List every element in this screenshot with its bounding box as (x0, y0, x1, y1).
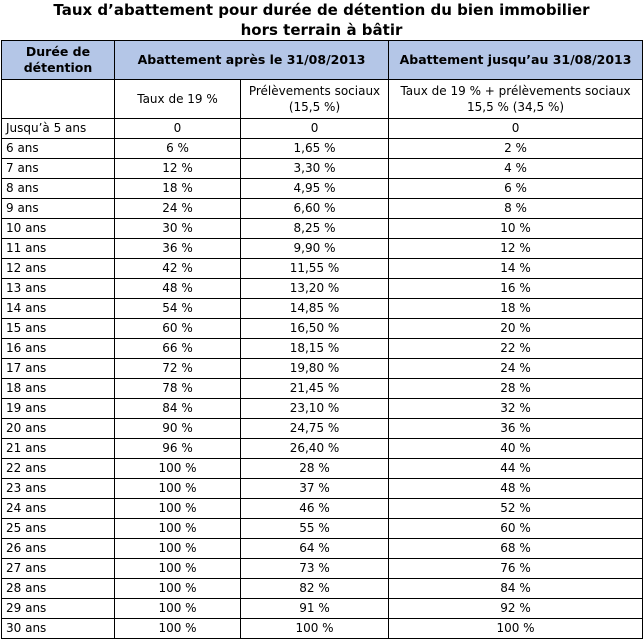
duration-cell: 19 ans (2, 399, 115, 419)
duration-cell: 15 ans (2, 319, 115, 339)
rate19-cell: 60 % (115, 319, 241, 339)
duration-cell: 20 ans (2, 419, 115, 439)
combined-cell: 10 % (389, 219, 643, 239)
social-cell: 28 % (241, 459, 389, 479)
table-row (2, 479, 643, 499)
combined-cell: 22 % (389, 339, 643, 359)
combined-cell: 24 % (389, 359, 643, 379)
duration-cell: 27 ans (2, 559, 115, 579)
social-cell: 19,80 % (241, 359, 389, 379)
combined-cell: 40 % (389, 439, 643, 459)
combined-cell: 48 % (389, 479, 643, 499)
social-cell: 1,65 % (241, 139, 389, 159)
duration-cell: 6 ans (2, 139, 115, 159)
social-cell: 82 % (241, 579, 389, 599)
rate19-cell: 100 % (115, 479, 241, 499)
table-row (2, 219, 643, 239)
social-cell: 4,95 % (241, 179, 389, 199)
subheader-row (2, 80, 643, 119)
duration-cell: 21 ans (2, 439, 115, 459)
rate19-cell: 96 % (115, 439, 241, 459)
rate19-cell: 100 % (115, 539, 241, 559)
combined-cell: 28 % (389, 379, 643, 399)
document-title (0, 0, 643, 40)
social-cell: 46 % (241, 499, 389, 519)
combined-cell: 0 (389, 119, 643, 139)
header-after-2013: Abattement après le 31/08/2013 (115, 41, 389, 80)
duration-cell: 29 ans (2, 599, 115, 619)
social-cell: 0 (241, 119, 389, 139)
social-cell: 91 % (241, 599, 389, 619)
duration-cell: 18 ans (2, 379, 115, 399)
rate19-cell: 100 % (115, 459, 241, 479)
table-row (2, 459, 643, 479)
table-row (2, 339, 643, 359)
combined-cell: 92 % (389, 599, 643, 619)
table-row (2, 599, 643, 619)
rate19-cell: 0 (115, 119, 241, 139)
duration-cell: Jusqu’à 5 ans (2, 119, 115, 139)
rate19-cell: 78 % (115, 379, 241, 399)
table-row (2, 539, 643, 559)
combined-cell: 100 % (389, 619, 643, 639)
header-until-2013: Abattement jusqu’au 31/08/2013 (389, 41, 643, 80)
header-duration: Durée de détention (2, 41, 115, 80)
duration-cell: 22 ans (2, 459, 115, 479)
table-row (2, 299, 643, 319)
abatement-table (1, 40, 643, 639)
combined-cell: 60 % (389, 519, 643, 539)
duration-cell: 8 ans (2, 179, 115, 199)
rate19-cell: 18 % (115, 179, 241, 199)
table-row (2, 259, 643, 279)
subheader-empty (2, 80, 115, 119)
social-cell: 37 % (241, 479, 389, 499)
rate19-cell: 30 % (115, 219, 241, 239)
combined-cell: 44 % (389, 459, 643, 479)
combined-cell: 84 % (389, 579, 643, 599)
subheader-combined: Taux de 19 % + prélèvements sociaux 15,5 % (34,5 %) (389, 80, 643, 119)
rate19-cell: 90 % (115, 419, 241, 439)
combined-cell: 2 % (389, 139, 643, 159)
rate19-cell: 54 % (115, 299, 241, 319)
duration-cell: 25 ans (2, 519, 115, 539)
table-row (2, 179, 643, 199)
combined-cell: 68 % (389, 539, 643, 559)
rate19-cell: 100 % (115, 619, 241, 639)
table-body (2, 119, 643, 639)
social-cell: 73 % (241, 559, 389, 579)
header-row (2, 41, 643, 80)
table-row (2, 399, 643, 419)
title-line-1: Taux d’abattement pour durée de détention du bien immobilier (53, 1, 590, 19)
combined-cell: 20 % (389, 319, 643, 339)
table-row (2, 579, 643, 599)
duration-cell: 24 ans (2, 499, 115, 519)
duration-cell: 13 ans (2, 279, 115, 299)
rate19-cell: 84 % (115, 399, 241, 419)
social-cell: 16,50 % (241, 319, 389, 339)
table-row (2, 559, 643, 579)
subheader-rate19: Taux de 19 % (115, 80, 241, 119)
duration-cell: 26 ans (2, 539, 115, 559)
duration-cell: 11 ans (2, 239, 115, 259)
combined-cell: 16 % (389, 279, 643, 299)
duration-cell: 12 ans (2, 259, 115, 279)
social-cell: 3,30 % (241, 159, 389, 179)
subheader-social: Prélèvements sociaux (15,5 %) (241, 80, 389, 119)
rate19-cell: 48 % (115, 279, 241, 299)
rate19-cell: 100 % (115, 559, 241, 579)
combined-cell: 4 % (389, 159, 643, 179)
social-cell: 6,60 % (241, 199, 389, 219)
duration-cell: 28 ans (2, 579, 115, 599)
rate19-cell: 100 % (115, 599, 241, 619)
duration-cell: 23 ans (2, 479, 115, 499)
rate19-cell: 72 % (115, 359, 241, 379)
social-cell: 8,25 % (241, 219, 389, 239)
combined-cell: 32 % (389, 399, 643, 419)
combined-cell: 76 % (389, 559, 643, 579)
combined-cell: 36 % (389, 419, 643, 439)
rate19-cell: 36 % (115, 239, 241, 259)
duration-cell: 17 ans (2, 359, 115, 379)
duration-cell: 9 ans (2, 199, 115, 219)
table-row (2, 439, 643, 459)
table-row (2, 419, 643, 439)
table-row (2, 519, 643, 539)
rate19-cell: 24 % (115, 199, 241, 219)
social-cell: 18,15 % (241, 339, 389, 359)
rate19-cell: 66 % (115, 339, 241, 359)
combined-cell: 8 % (389, 199, 643, 219)
social-cell: 23,10 % (241, 399, 389, 419)
duration-cell: 14 ans (2, 299, 115, 319)
duration-cell: 16 ans (2, 339, 115, 359)
social-cell: 100 % (241, 619, 389, 639)
social-cell: 26,40 % (241, 439, 389, 459)
rate19-cell: 12 % (115, 159, 241, 179)
combined-cell: 52 % (389, 499, 643, 519)
combined-cell: 14 % (389, 259, 643, 279)
combined-cell: 18 % (389, 299, 643, 319)
duration-cell: 7 ans (2, 159, 115, 179)
combined-cell: 6 % (389, 179, 643, 199)
table-row (2, 159, 643, 179)
table-row (2, 279, 643, 299)
table-row (2, 139, 643, 159)
rate19-cell: 6 % (115, 139, 241, 159)
rate19-cell: 42 % (115, 259, 241, 279)
social-cell: 13,20 % (241, 279, 389, 299)
social-cell: 9,90 % (241, 239, 389, 259)
combined-cell: 12 % (389, 239, 643, 259)
duration-cell: 30 ans (2, 619, 115, 639)
title-line-2: hors terrain à bâtir (240, 21, 403, 39)
table-row (2, 119, 643, 139)
social-cell: 64 % (241, 539, 389, 559)
rate19-cell: 100 % (115, 499, 241, 519)
table-row (2, 379, 643, 399)
table-row (2, 619, 643, 639)
table-row (2, 239, 643, 259)
rate19-cell: 100 % (115, 519, 241, 539)
social-cell: 11,55 % (241, 259, 389, 279)
table-row (2, 359, 643, 379)
rate19-cell: 100 % (115, 579, 241, 599)
social-cell: 55 % (241, 519, 389, 539)
table-row (2, 319, 643, 339)
social-cell: 14,85 % (241, 299, 389, 319)
table-row (2, 199, 643, 219)
social-cell: 24,75 % (241, 419, 389, 439)
social-cell: 21,45 % (241, 379, 389, 399)
table-row (2, 499, 643, 519)
duration-cell: 10 ans (2, 219, 115, 239)
